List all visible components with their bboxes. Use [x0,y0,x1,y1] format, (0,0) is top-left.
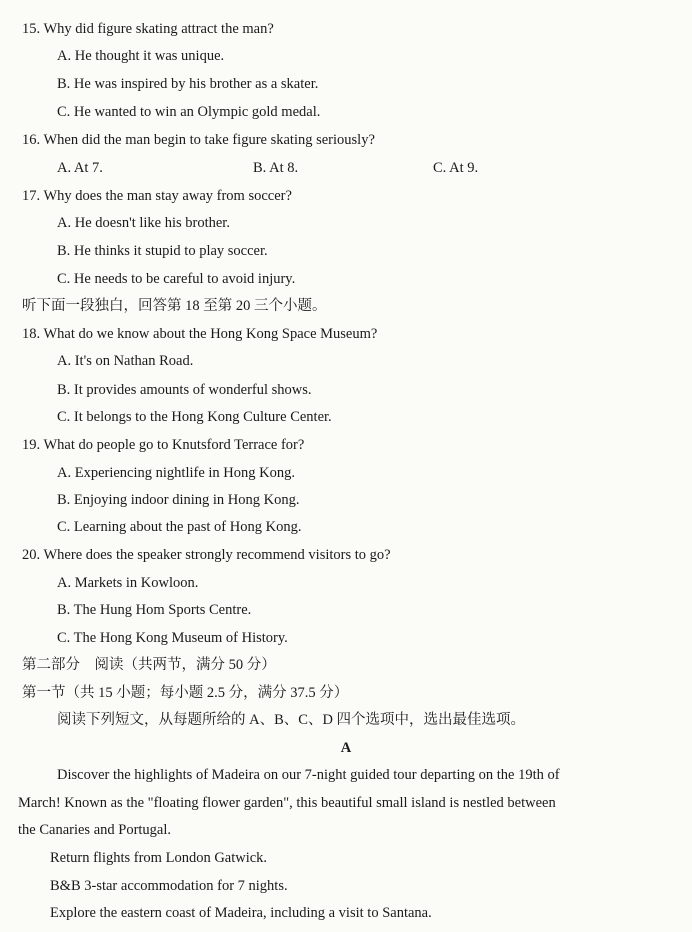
option-16b: B. At 8. [253,160,299,176]
option-18a: A. It's on Nathan Road. [57,353,194,369]
bullet-1: Return flights from London Gatwick. [50,850,268,866]
option-19a: A. Experiencing nightlife in Hong Kong. [57,465,295,481]
question-20: 20. Where does the speaker strongly recommend visitors to go? [22,547,391,563]
option-15c: C. He wanted to win an Olympic gold medal. [57,104,321,120]
question-15: 15. Why did figure skating attract the man? [22,21,274,37]
option-15b: B. He was inspired by his brother as a skater. [57,76,319,92]
section1-instruction: 阅读下列短文，从每题所给的 A、B、C、D 四个选项中，选出最佳选项。 [57,712,526,728]
question-16: 16. When did the man begin to take figure skating seriously? [22,132,375,148]
passage-line-3: the Canaries and Portugal. [18,822,172,838]
option-18b: B. It provides amounts of wonderful shows. [57,382,312,398]
option-20c: C. The Hong Kong Museum of History. [57,630,288,646]
question-17: 17. Why does the man stay away from soccer? [22,188,292,204]
option-16a: A. At 7. [57,160,103,176]
option-19c: C. Learning about the past of Hong Kong. [57,519,302,535]
option-15a: A. He thought it was unique. [57,48,225,64]
part2-title: 第二部分 阅读（共两节，满分 50 分） [22,657,276,673]
option-17c: C. He needs to be careful to avoid injury. [57,271,296,287]
option-20b: B. The Hung Hom Sports Centre. [57,602,252,618]
passage-label: A [340,740,352,756]
option-17b: B. He thinks it stupid to play soccer. [57,243,268,259]
passage-line-2: March! Known as the "floating flower garden", this beautiful small island is nestled between [18,795,556,811]
question-18: 18. What do we know about the Hong Kong Space Museum? [22,326,378,342]
option-17a: A. He doesn't like his brother. [57,215,230,231]
bullet-3: Explore the eastern coast of Madeira, including a visit to Santana. [50,905,432,921]
option-20a: A. Markets in Kowloon. [57,575,199,591]
option-19b: B. Enjoying indoor dining in Hong Kong. [57,492,300,508]
instruction-18-20: 听下面一段独白，回答第 18 至第 20 三个小题。 [22,298,327,314]
option-18c: C. It belongs to the Hong Kong Culture Center. [57,409,332,425]
section1-title: 第一节（共 15 小题；每小题 2.5 分，满分 37.5 分） [22,685,349,701]
bullet-2: B&B 3-star accommodation for 7 nights. [50,878,288,894]
passage-line-1: Discover the highlights of Madeira on our 7-night guided tour departing on the 19th of [57,767,560,783]
question-19: 19. What do people go to Knutsford Terrace for? [22,437,305,453]
option-16c: C. At 9. [433,160,479,176]
